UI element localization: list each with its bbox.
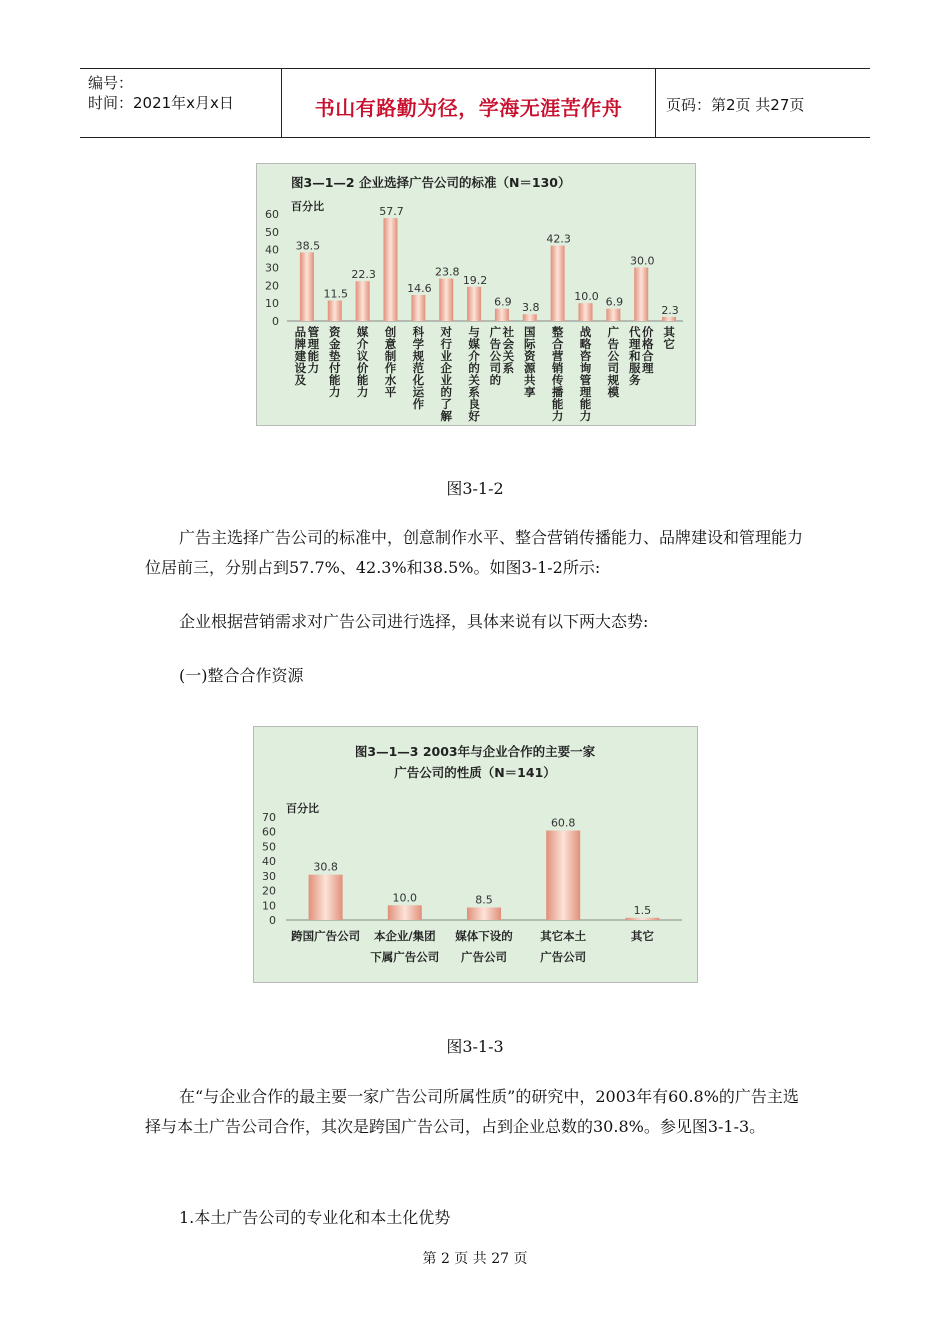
x-tick-label: 其它 [630, 929, 654, 943]
y-tick-label: 50 [262, 840, 276, 854]
y-tick-label: 10 [265, 297, 279, 311]
bar-value-label: 23.8 [434, 265, 460, 279]
figure-3-1-2-chart [256, 163, 696, 426]
x-tick-label: 本企业/集团 [373, 929, 436, 943]
x-tick-label: 与媒介的关系良好 [468, 325, 480, 423]
bar [551, 246, 565, 321]
x-tick-label: 代理和服务价格合理 [628, 325, 654, 387]
y-tick-label: 40 [262, 855, 276, 869]
y-tick-label: 70 [262, 811, 276, 824]
x-tick-label: 资金垫付能力 [329, 325, 341, 399]
bar-value-label: 10.0 [392, 891, 418, 905]
chart-title: 图3—1—2 企业选择广告公司的标准（N＝130） [291, 175, 571, 190]
bar [411, 295, 425, 321]
page-footer: 第 2 页 共 27 页 [422, 1251, 528, 1267]
chart-title-line-1: 图3—1—3 2003年与企业合作的主要一家 [354, 744, 596, 759]
y-tick-label: 50 [265, 225, 279, 239]
y-tick-label: 20 [262, 884, 276, 898]
bar [662, 317, 676, 321]
y-tick-label: 30 [262, 869, 276, 883]
y-tick-label: 0 [272, 315, 279, 328]
x-tick-label: 媒体下设的 [455, 929, 513, 943]
bar-value-label: 30.8 [313, 860, 338, 874]
figure-caption-3-1-3: 图3-1-3 [446, 1037, 504, 1056]
bar [467, 907, 501, 920]
y-tick-label: 0 [269, 914, 276, 927]
bar [495, 309, 509, 321]
bar-value-label: 42.3 [546, 232, 571, 246]
figure-caption-3-1-2: 图3-1-2 [446, 479, 504, 498]
bar-value-label: 8.5 [475, 893, 493, 907]
bar-value-label: 3.8 [522, 301, 540, 315]
header-left-cell [80, 69, 282, 137]
bar [300, 252, 314, 321]
bar [309, 875, 343, 920]
x-tick-label: 广告公司 [540, 950, 587, 964]
bar-value-label: 6.9 [494, 295, 512, 309]
bar [634, 268, 648, 322]
y-tick-label: 60 [265, 208, 279, 221]
x-tick-label: 媒介议价能力 [356, 325, 369, 399]
x-tick-label: 战略咨询管理能力 [579, 325, 592, 423]
x-tick-label: 广告公司规模 [607, 325, 620, 399]
header-page-cell [656, 69, 870, 137]
bar-value-label: 60.8 [550, 816, 576, 830]
chart-svg [257, 164, 695, 425]
bar-value-label: 2.3 [661, 303, 679, 317]
y-tick-label: 10 [262, 899, 276, 913]
x-tick-label: 品牌建设及管理能力 [294, 325, 320, 387]
chart-title-line-2: 广告公司的性质（N＝141） [394, 765, 556, 780]
y-tick-label: 40 [265, 243, 279, 257]
bar [523, 314, 537, 321]
bar [625, 918, 659, 920]
doc-time-label: 时间：2021年x月x日 [88, 94, 234, 112]
x-tick-label: 整合营销传播能力 [551, 325, 564, 423]
bar [546, 831, 580, 920]
x-tick-label: 下属广告公司 [370, 950, 440, 964]
header-motto-cell [282, 69, 656, 137]
bar-value-label: 19.2 [462, 273, 488, 287]
x-tick-label: 国际资源共享 [524, 325, 536, 399]
paragraph-company-nature: 在“与企业合作的最主要一家广告公司所属性质”的研究中，2003年有60.8%的广告主选择与本土广告公司合作，其次是跨国广告公司，占到企业总数的30.8%。参见图3-1-3。 [145, 1087, 799, 1136]
x-tick-label: 广告公司 [461, 950, 507, 964]
bar [384, 218, 398, 321]
bar-value-label: 10.0 [574, 290, 599, 304]
header-page-number: 页码：第2页 共27页 [666, 96, 805, 114]
bar [467, 287, 481, 321]
subsection-heading-local-advantage: 1.本土广告公司的专业化和本土化优势 [179, 1208, 451, 1227]
bar [388, 905, 422, 920]
chart-svg [254, 727, 697, 982]
doc-code-label: 编号： [88, 74, 134, 92]
bar [439, 279, 453, 321]
bar-value-label: 11.5 [323, 287, 349, 301]
bar-value-label: 38.5 [295, 239, 321, 253]
bar [328, 300, 342, 321]
bar-value-label: 6.9 [605, 295, 624, 309]
x-tick-label: 其它 [663, 325, 675, 351]
x-tick-label: 其它本土 [540, 929, 587, 943]
y-tick-label: 60 [262, 825, 276, 839]
bar [356, 281, 370, 321]
x-tick-label: 对行业企业的了解 [440, 325, 452, 423]
x-tick-label: 创意制作水平 [384, 325, 397, 399]
x-tick-label: 跨国广告公司 [291, 929, 361, 943]
bar [579, 303, 593, 321]
y-axis-label: 百分比 [291, 200, 324, 213]
y-axis-label: 百分比 [286, 802, 319, 815]
section-heading-integrate: (一)整合合作资源 [179, 666, 304, 685]
y-tick-label: 30 [265, 261, 279, 275]
bar-value-label: 30.0 [629, 254, 655, 268]
header-motto: 书山有路勤为径，学海无涯苦作舟 [314, 96, 623, 120]
figure-3-1-3-chart [253, 726, 698, 983]
page-header [80, 68, 870, 138]
y-tick-label: 20 [265, 279, 279, 293]
bar-value-label: 22.3 [351, 268, 376, 282]
bar-value-label: 57.7 [379, 205, 404, 219]
bar-value-label: 1.5 [633, 903, 652, 917]
bar-value-label: 14.6 [407, 281, 432, 295]
x-tick-label: 科学规范化运作 [412, 325, 425, 411]
bar [606, 309, 620, 321]
paragraph-trends: 企业根据营销需求对广告公司进行选择，具体来说有以下两大态势: [179, 612, 649, 631]
x-tick-label: 广告公司的社会关系 [489, 325, 515, 387]
paragraph-standards: 广告主选择广告公司的标准中，创意制作水平、整合营销传播能力、品牌建设和管理能力位居前三，分别占到57.7%、42.3%和38.5%。如图3-1-2所示: [145, 528, 804, 577]
